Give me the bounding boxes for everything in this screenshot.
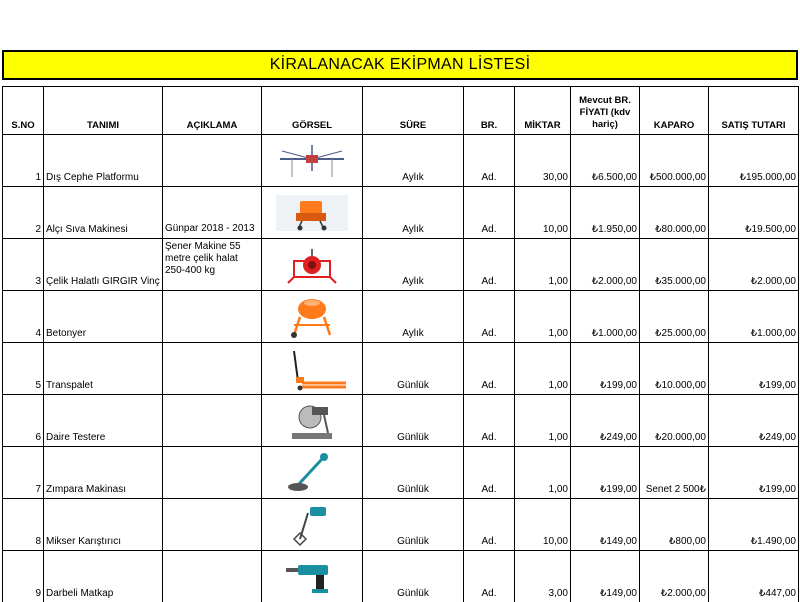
cell-aciklama[interactable] <box>163 135 262 187</box>
cell-miktar[interactable]: 10,00 <box>515 187 571 239</box>
cell-miktar[interactable]: 1,00 <box>515 343 571 395</box>
facade-platform-icon <box>272 141 352 181</box>
cell-fiyat[interactable]: ₺1.950,00 <box>571 187 640 239</box>
cell-kaparo[interactable]: ₺35.000,00 <box>640 239 709 291</box>
header-fiyat: Mevcut BR. FİYATI (kdv hariç) <box>571 87 640 135</box>
cell-miktar[interactable]: 1,00 <box>515 291 571 343</box>
cell-tanimi[interactable]: Dış Cephe Platformu <box>44 135 163 187</box>
pallet-jack-icon <box>272 347 352 391</box>
cell-sno[interactable]: 4 <box>3 291 44 343</box>
plaster-machine-icon <box>272 193 352 233</box>
cell-br[interactable]: Ad. <box>464 239 515 291</box>
cell-aciklama[interactable] <box>163 499 262 551</box>
cell-aciklama[interactable] <box>163 291 262 343</box>
table-row[interactable] <box>3 239 799 291</box>
cell-tanimi[interactable]: Betonyer <box>44 291 163 343</box>
cell-sure[interactable]: Aylık <box>363 135 464 187</box>
sheet-title-text: KİRALANACAK EKİPMAN LİSTESİ <box>270 56 531 74</box>
cell-miktar[interactable]: 1,00 <box>515 395 571 447</box>
cell-gorsel[interactable] <box>262 499 363 551</box>
cell-kaparo[interactable]: ₺500.000,00 <box>640 135 709 187</box>
cell-aciklama[interactable] <box>163 551 262 602</box>
cell-br[interactable]: Ad. <box>464 343 515 395</box>
cell-gorsel[interactable] <box>262 343 363 395</box>
cell-tanimi[interactable]: Çelik Halatlı GIRGIR Vinç <box>44 239 163 291</box>
table-row[interactable] <box>3 135 799 187</box>
cell-satis[interactable]: ₺249,00 <box>709 395 799 447</box>
cell-tanimi[interactable]: Zımpara Makinası <box>44 447 163 499</box>
mixer-drill-icon <box>272 503 352 547</box>
cell-satis[interactable]: ₺1.000,00 <box>709 291 799 343</box>
cell-sure[interactable]: Aylık <box>363 291 464 343</box>
header-row <box>3 87 799 135</box>
table-row[interactable] <box>3 187 799 239</box>
cell-aciklama[interactable] <box>163 447 262 499</box>
header-miktar: MİKTAR <box>515 87 571 135</box>
table-row[interactable] <box>3 551 799 602</box>
cell-gorsel[interactable] <box>262 135 363 187</box>
cell-aciklama[interactable]: Günpar 2018 - 2013 <box>163 187 262 239</box>
cell-aciklama[interactable] <box>163 343 262 395</box>
sander-icon <box>272 451 352 495</box>
cell-satis[interactable]: ₺1.490,00 <box>709 499 799 551</box>
cell-fiyat[interactable]: ₺249,00 <box>571 395 640 447</box>
sheet-title <box>2 50 798 80</box>
cell-br[interactable]: Ad. <box>464 291 515 343</box>
cell-fiyat[interactable]: ₺6.500,00 <box>571 135 640 187</box>
cell-gorsel[interactable] <box>262 395 363 447</box>
cell-gorsel[interactable] <box>262 291 363 343</box>
cell-kaparo[interactable]: ₺800,00 <box>640 499 709 551</box>
cell-kaparo[interactable]: ₺20.000,00 <box>640 395 709 447</box>
cell-sno[interactable]: 3 <box>3 239 44 291</box>
cell-sno[interactable]: 1 <box>3 135 44 187</box>
cell-br[interactable]: Ad. <box>464 447 515 499</box>
header-aciklama: AÇIKLAMA <box>163 87 262 135</box>
concrete-mixer-icon <box>272 295 352 339</box>
cell-sure[interactable]: Günlük <box>363 343 464 395</box>
cell-fiyat[interactable]: ₺1.000,00 <box>571 291 640 343</box>
header-gorsel: GÖRSEL <box>262 87 363 135</box>
cell-satis[interactable]: ₺199,00 <box>709 343 799 395</box>
cell-gorsel[interactable] <box>262 447 363 499</box>
cell-fiyat[interactable]: ₺199,00 <box>571 343 640 395</box>
cell-gorsel[interactable] <box>262 551 363 602</box>
cell-br[interactable]: Ad. <box>464 187 515 239</box>
cell-aciklama[interactable]: Şener Makine 55 metre çelik halat 250-400 kg <box>163 239 262 291</box>
cell-satis[interactable]: ₺447,00 <box>709 551 799 602</box>
header-sno: S.NO <box>3 87 44 135</box>
cell-gorsel[interactable] <box>262 239 363 291</box>
cell-sure[interactable]: Aylık <box>363 239 464 291</box>
winch-icon <box>272 245 352 285</box>
header-satis: SATIŞ TUTARI <box>709 87 799 135</box>
cell-miktar[interactable]: 30,00 <box>515 135 571 187</box>
cell-miktar[interactable]: 3,00 <box>515 551 571 602</box>
table-row[interactable] <box>3 499 799 551</box>
cell-fiyat[interactable]: ₺149,00 <box>571 551 640 602</box>
cell-sno[interactable]: 2 <box>3 187 44 239</box>
cell-satis[interactable]: ₺199,00 <box>709 447 799 499</box>
header-kaparo: KAPARO <box>640 87 709 135</box>
cell-kaparo[interactable]: ₺80.000,00 <box>640 187 709 239</box>
cell-sno[interactable]: 6 <box>3 395 44 447</box>
cell-miktar[interactable]: 10,00 <box>515 499 571 551</box>
cell-sno[interactable]: 5 <box>3 343 44 395</box>
cell-miktar[interactable]: 1,00 <box>515 239 571 291</box>
header-sure: SÜRE <box>363 87 464 135</box>
cell-fiyat[interactable]: ₺2.000,00 <box>571 239 640 291</box>
cell-kaparo[interactable]: ₺25.000,00 <box>640 291 709 343</box>
equipment-table <box>2 86 799 602</box>
miter-saw-icon <box>272 399 352 443</box>
table-row[interactable] <box>3 447 799 499</box>
cell-satis[interactable]: ₺19.500,00 <box>709 187 799 239</box>
table-row[interactable] <box>3 291 799 343</box>
cell-sno[interactable]: 8 <box>3 499 44 551</box>
cell-br[interactable]: Ad. <box>464 395 515 447</box>
cell-fiyat[interactable]: ₺149,00 <box>571 499 640 551</box>
header-br: BR. <box>464 87 515 135</box>
cell-br[interactable]: Ad. <box>464 499 515 551</box>
cell-kaparo[interactable]: ₺2.000,00 <box>640 551 709 602</box>
cell-sure[interactable]: Günlük <box>363 551 464 602</box>
cell-satis[interactable]: ₺195.000,00 <box>709 135 799 187</box>
cell-br[interactable]: Ad. <box>464 135 515 187</box>
cell-gorsel[interactable] <box>262 187 363 239</box>
cell-tanimi[interactable]: Darbeli Matkap <box>44 551 163 602</box>
cell-kaparo[interactable]: Senet 2 500₺ <box>640 447 709 499</box>
cell-sure[interactable]: Günlük <box>363 395 464 447</box>
cell-aciklama[interactable] <box>163 395 262 447</box>
cell-tanimi[interactable]: Mikser Karıştırıcı <box>44 499 163 551</box>
cell-kaparo[interactable]: ₺10.000,00 <box>640 343 709 395</box>
cell-fiyat[interactable]: ₺199,00 <box>571 447 640 499</box>
cell-miktar[interactable]: 1,00 <box>515 447 571 499</box>
cell-sure[interactable]: Günlük <box>363 499 464 551</box>
cell-sure[interactable]: Aylık <box>363 187 464 239</box>
cell-sno[interactable]: 7 <box>3 447 44 499</box>
cell-sure[interactable]: Günlük <box>363 447 464 499</box>
table-row[interactable] <box>3 343 799 395</box>
cell-tanimi[interactable]: Daire Testere <box>44 395 163 447</box>
cell-tanimi[interactable]: Transpalet <box>44 343 163 395</box>
table-row[interactable] <box>3 395 799 447</box>
cell-satis[interactable]: ₺2.000,00 <box>709 239 799 291</box>
cell-tanimi[interactable]: Alçı Sıva Makinesi <box>44 187 163 239</box>
header-tanimi: TANIMI <box>44 87 163 135</box>
cell-sno[interactable]: 9 <box>3 551 44 602</box>
spreadsheet <box>2 50 798 602</box>
cell-br[interactable]: Ad. <box>464 551 515 602</box>
hammer-drill-icon <box>272 555 352 599</box>
